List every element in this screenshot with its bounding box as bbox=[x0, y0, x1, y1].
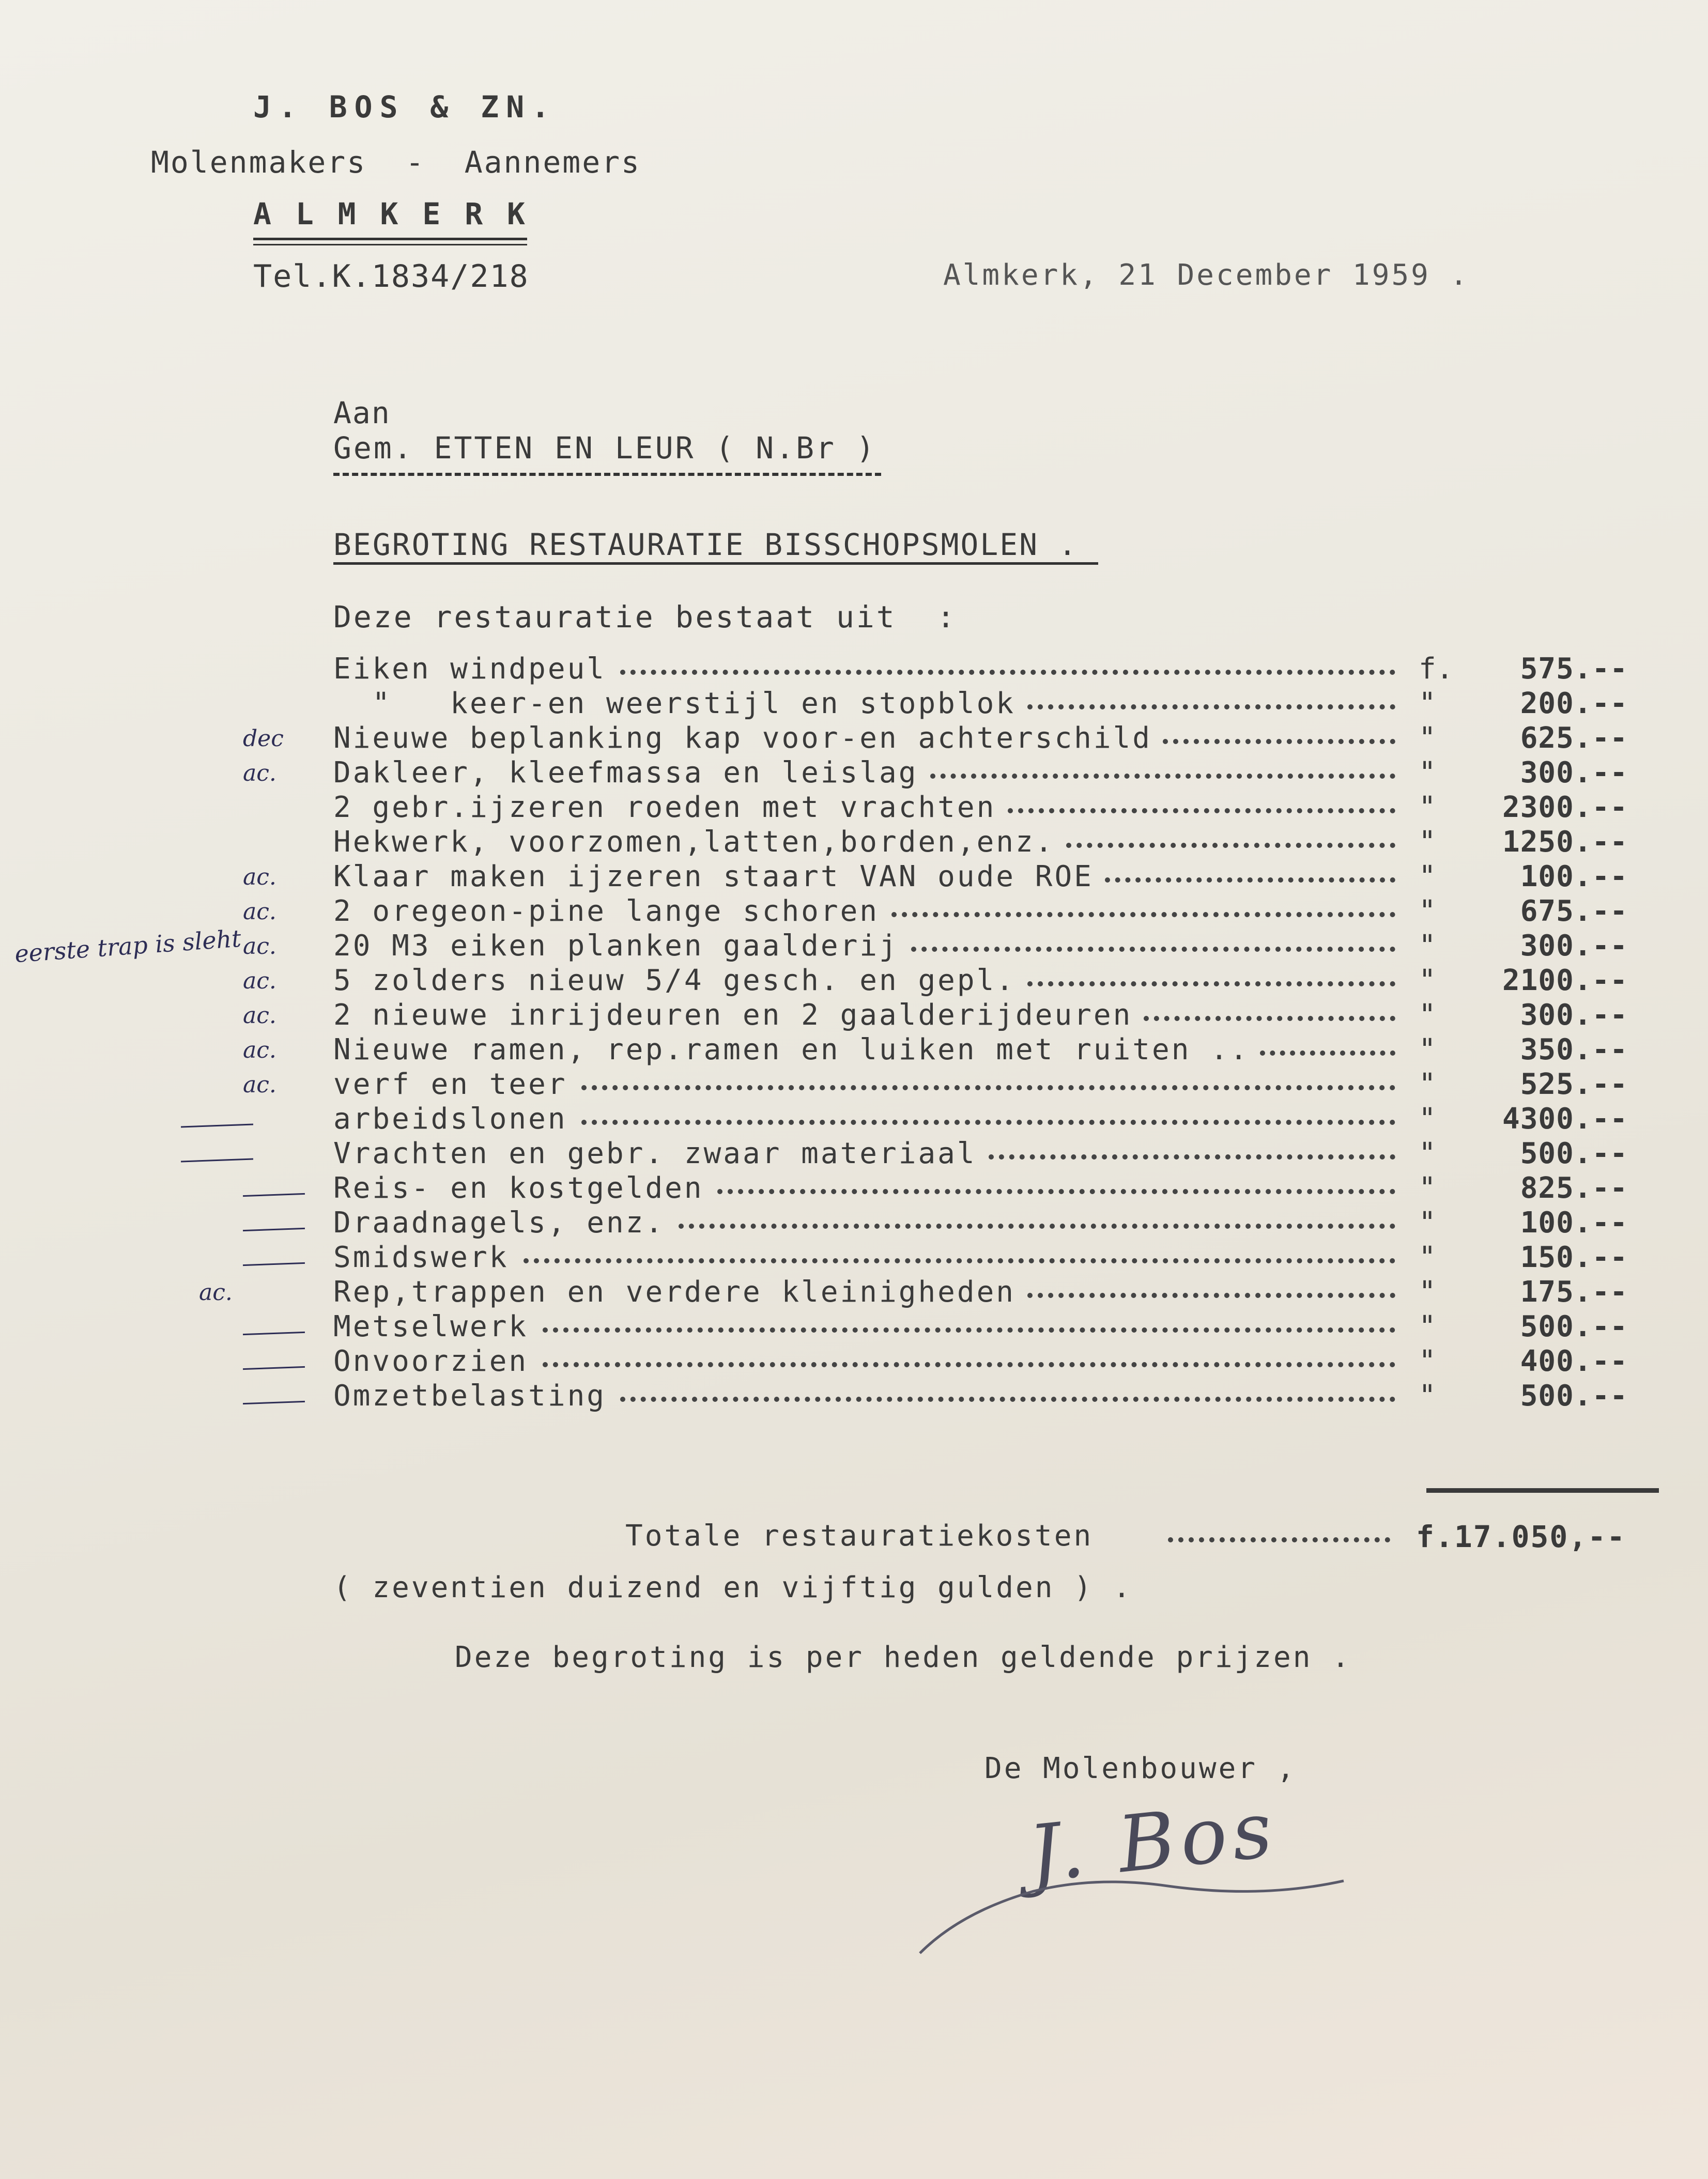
subject-title: BEGROTING RESTAURATIE BISSCHOPSMOLEN . bbox=[333, 527, 1078, 562]
cost-item-currency: f. bbox=[1419, 652, 1454, 686]
cost-item-leader bbox=[1008, 802, 1395, 813]
cost-item-row bbox=[0, 1241, 1708, 1275]
cost-item-leader bbox=[1105, 871, 1396, 883]
cost-item-leader bbox=[1144, 1010, 1396, 1021]
cost-item-leader bbox=[989, 1148, 1396, 1160]
cost-item-currency: " bbox=[1419, 894, 1436, 928]
cost-item-row bbox=[0, 894, 1708, 929]
cost-item-leader bbox=[679, 1217, 1396, 1229]
cost-item-currency: " bbox=[1419, 1275, 1436, 1309]
cost-item-amount: 2300.-- bbox=[1502, 791, 1628, 824]
cost-item-leader bbox=[1163, 733, 1395, 744]
cost-item-label: Klaar maken ijzeren staart VAN oude ROE bbox=[333, 860, 1094, 893]
cost-item-leader bbox=[581, 1079, 1395, 1090]
margin-check-mark: ac. bbox=[243, 760, 276, 786]
cost-item-leader bbox=[1027, 1287, 1396, 1298]
cost-item-amount: 500.-- bbox=[1520, 1379, 1628, 1413]
margin-check-mark: ac. bbox=[243, 968, 276, 994]
signature: J. Bos bbox=[1024, 1784, 1282, 1900]
cost-item-row bbox=[0, 1310, 1708, 1344]
cost-item-currency: " bbox=[1419, 1206, 1436, 1240]
cost-item-amount: 100.-- bbox=[1520, 1206, 1628, 1240]
cost-item-label: arbeidslonen bbox=[333, 1102, 567, 1136]
cost-item-currency: " bbox=[1419, 687, 1436, 720]
cost-item-amount: 350.-- bbox=[1520, 1033, 1628, 1067]
cost-item-currency: " bbox=[1419, 929, 1436, 963]
margin-check-dash bbox=[243, 1401, 305, 1404]
margin-check-dash bbox=[243, 1193, 305, 1197]
cost-item-currency: " bbox=[1419, 1379, 1436, 1413]
cost-item-leader bbox=[717, 1183, 1396, 1194]
cost-item-row bbox=[0, 998, 1708, 1032]
cost-item-amount: 2100.-- bbox=[1502, 964, 1628, 997]
cost-item-leader bbox=[543, 1321, 1395, 1333]
cost-item-currency: " bbox=[1419, 1102, 1436, 1136]
cost-item-leader bbox=[1066, 837, 1396, 848]
cost-item-row bbox=[0, 1275, 1708, 1309]
cost-item-label: Vrachten en gebr. zwaar materiaal bbox=[333, 1137, 977, 1170]
cost-item-currency: " bbox=[1419, 1241, 1436, 1274]
cost-item-currency: " bbox=[1419, 964, 1436, 997]
cost-item-label: Nieuwe ramen, rep.ramen en luiken met ruiten .. bbox=[333, 1033, 1250, 1067]
cost-item-currency: " bbox=[1419, 1068, 1436, 1101]
cost-item-row bbox=[0, 652, 1708, 686]
cost-item-label: 2 gebr.ijzeren roeden met vrachten bbox=[333, 791, 996, 824]
cost-item-row bbox=[0, 1379, 1708, 1413]
cost-item-amount: 4300.-- bbox=[1502, 1102, 1628, 1136]
cost-item-row bbox=[0, 860, 1708, 894]
cost-item-amount: 300.-- bbox=[1520, 929, 1628, 963]
cost-item-currency: " bbox=[1419, 1033, 1436, 1067]
company-trade: Molenmakers - Aannemers bbox=[151, 145, 641, 180]
cost-item-currency: " bbox=[1419, 1171, 1436, 1205]
cost-item-currency: " bbox=[1419, 791, 1436, 824]
cost-item-currency: " bbox=[1419, 721, 1436, 755]
cost-item-leader bbox=[1027, 698, 1396, 709]
cost-item-label: Nieuwe beplanking kap voor-en achterschild bbox=[333, 721, 1152, 755]
cost-item-row bbox=[0, 687, 1708, 721]
cost-item-leader bbox=[581, 1114, 1395, 1125]
cost-item-leader bbox=[930, 767, 1395, 779]
cost-item-amount: 300.-- bbox=[1520, 998, 1628, 1032]
cost-item-amount: 100.-- bbox=[1520, 860, 1628, 893]
cost-item-row bbox=[0, 721, 1708, 755]
margin-check-mark: ac. bbox=[243, 1002, 276, 1029]
cost-item-amount: 500.-- bbox=[1520, 1310, 1628, 1343]
cost-item-row bbox=[0, 929, 1708, 963]
cost-item-label: Dakleer, kleefmassa en leislag bbox=[333, 756, 918, 790]
cost-item-amount: 400.-- bbox=[1520, 1345, 1628, 1378]
cost-item-row bbox=[0, 756, 1708, 790]
validity-note: Deze begroting is per heden geldende prijzen . bbox=[455, 1641, 1351, 1674]
cost-item-amount: 675.-- bbox=[1520, 894, 1628, 928]
closing-line: De Molenbouwer , bbox=[984, 1752, 1297, 1785]
company-town: A L M K E R K bbox=[253, 196, 528, 231]
cost-item-amount: 825.-- bbox=[1520, 1171, 1628, 1205]
cost-item-label: Draadnagels, enz. bbox=[333, 1206, 665, 1240]
cost-item-label: 2 oregeon-pine lange schoren bbox=[333, 894, 880, 928]
cost-item-leader bbox=[1027, 975, 1396, 986]
cost-item-label: Reis- en kostgelden bbox=[333, 1171, 704, 1205]
cost-item-label: 5 zolders nieuw 5/4 gesch. en gepl. bbox=[333, 964, 1016, 997]
cost-item-label: " keer-en weerstijl en stopblok bbox=[333, 687, 1016, 720]
cost-item-label: Smidswerk bbox=[333, 1241, 509, 1274]
cost-item-row bbox=[0, 1171, 1708, 1206]
cost-item-currency: " bbox=[1419, 1310, 1436, 1343]
cost-item-currency: " bbox=[1419, 1345, 1436, 1378]
margin-check-dash bbox=[181, 1158, 253, 1163]
cost-item-label: Eiken windpeul bbox=[333, 652, 607, 686]
margin-check-dash bbox=[243, 1332, 305, 1335]
cost-item-label: verf en teer bbox=[333, 1068, 567, 1101]
total-rule bbox=[1426, 1488, 1659, 1493]
cost-item-row bbox=[0, 964, 1708, 998]
margin-check-dash bbox=[181, 1124, 253, 1128]
margin-check-mark: ac. bbox=[243, 864, 276, 890]
cost-item-leader bbox=[524, 1252, 1396, 1263]
margin-check-dash bbox=[243, 1228, 305, 1231]
cost-item-leader bbox=[543, 1356, 1395, 1367]
cost-item-row bbox=[0, 1345, 1708, 1379]
town-underline bbox=[253, 238, 527, 240]
margin-note: eerste trap is sleht bbox=[13, 924, 242, 968]
margin-check-mark: ac. bbox=[243, 1037, 276, 1063]
town-underline-second bbox=[253, 244, 527, 245]
margin-check-mark: ac. bbox=[243, 899, 276, 925]
total-leader bbox=[1168, 1537, 1390, 1542]
margin-check-dash bbox=[243, 1366, 305, 1370]
cost-item-label: 2 nieuwe inrijdeuren en 2 gaalderijdeuren bbox=[333, 998, 1133, 1032]
cost-item-amount: 300.-- bbox=[1520, 756, 1628, 790]
intro-line: Deze restauratie bestaat uit : bbox=[333, 599, 957, 635]
cost-item-row bbox=[0, 1033, 1708, 1067]
cost-item-leader bbox=[911, 940, 1396, 952]
cost-item-amount: 1250.-- bbox=[1502, 825, 1628, 859]
total-amount: f.17.050,-- bbox=[1416, 1519, 1626, 1554]
margin-check-mark: ac. bbox=[243, 933, 276, 960]
cost-item-row bbox=[0, 1137, 1708, 1171]
cost-item-amount: 500.-- bbox=[1520, 1137, 1628, 1170]
total-label: Totale restauratiekosten bbox=[625, 1519, 1094, 1553]
cost-item-label: Onvoorzien bbox=[333, 1345, 529, 1378]
margin-check-dash bbox=[243, 1262, 305, 1266]
cost-item-leader bbox=[620, 1390, 1395, 1402]
cost-item-label: Omzetbelasting bbox=[333, 1379, 607, 1413]
cost-item-amount: 150.-- bbox=[1520, 1241, 1628, 1274]
cost-item-amount: 200.-- bbox=[1520, 687, 1628, 720]
cost-item-currency: " bbox=[1419, 756, 1436, 790]
cost-item-row bbox=[0, 1068, 1708, 1102]
recipient-name: Gem. ETTEN EN LEUR ( N.Br ) bbox=[333, 430, 876, 466]
cost-item-amount: 625.-- bbox=[1520, 721, 1628, 755]
cost-item-label: Metselwerk bbox=[333, 1310, 529, 1343]
cost-item-currency: " bbox=[1419, 1137, 1436, 1170]
cost-item-leader bbox=[620, 663, 1395, 675]
cost-item-currency: " bbox=[1419, 998, 1436, 1032]
subject-underline bbox=[333, 562, 1098, 565]
cost-item-row bbox=[0, 825, 1708, 859]
cost-item-currency: " bbox=[1419, 825, 1436, 859]
date-line: Almkerk, 21 December 1959 . bbox=[943, 258, 1470, 292]
cost-item-row bbox=[0, 791, 1708, 825]
cost-item-leader bbox=[1260, 1044, 1396, 1056]
cost-item-amount: 575.-- bbox=[1520, 652, 1628, 686]
cost-item-label: Hekwerk, voorzomen,latten,borden,enz. bbox=[333, 825, 1055, 859]
signature-flourish bbox=[899, 1850, 1354, 1969]
margin-check-mark: ac. bbox=[199, 1279, 233, 1306]
recipient-prefix: Aan bbox=[333, 395, 391, 430]
cost-item-row bbox=[0, 1102, 1708, 1136]
cost-item-leader bbox=[891, 906, 1395, 917]
cost-item-currency: " bbox=[1419, 860, 1436, 893]
cost-item-label: Rep,trappen en verdere kleinigheden bbox=[333, 1275, 1016, 1309]
margin-check-mark: ac. bbox=[243, 1072, 276, 1098]
cost-item-row bbox=[0, 1206, 1708, 1240]
margin-check-mark: dec bbox=[243, 725, 284, 752]
company-phone: Tel.K.1834/218 bbox=[253, 258, 529, 295]
cost-item-amount: 175.-- bbox=[1520, 1275, 1628, 1309]
cost-item-amount: 525.-- bbox=[1520, 1068, 1628, 1101]
total-in-words: ( zeventien duizend en vijftig gulden ) . bbox=[333, 1571, 1133, 1604]
company-name: J. BOS & ZN. bbox=[253, 89, 557, 125]
recipient-underline bbox=[333, 473, 881, 476]
cost-item-label: 20 M3 eiken planken gaalderij bbox=[333, 929, 899, 963]
